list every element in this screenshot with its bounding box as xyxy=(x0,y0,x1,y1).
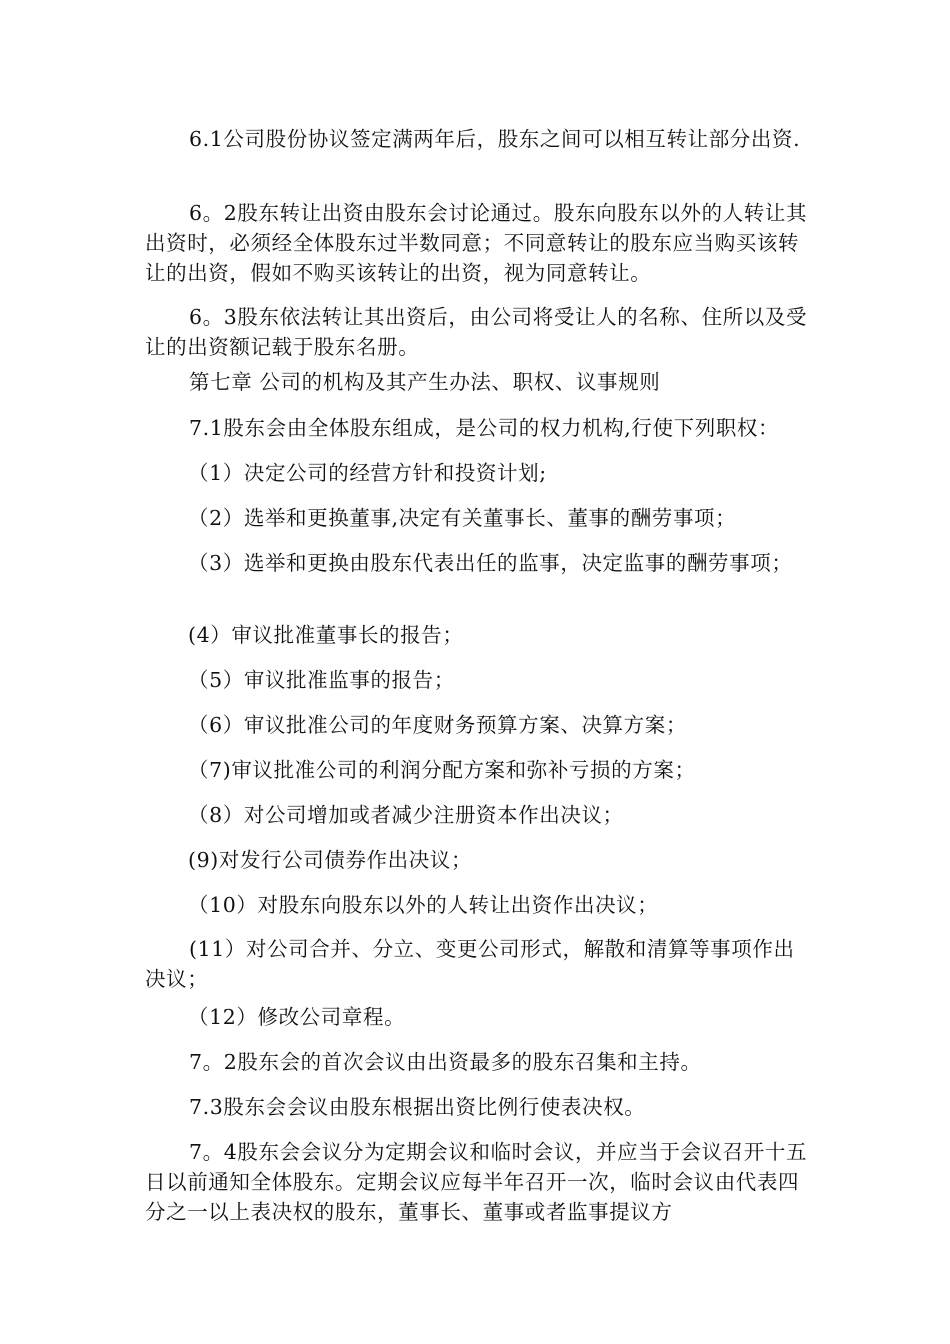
list-item-5: （5）审议批准监事的报告； xyxy=(188,668,455,692)
list-item-8: （8）对公司增加或者减少注册资本作出决议； xyxy=(188,803,624,827)
clause-6-2: 6。2股东转让出资由股东会讨论通过。股东向股东以外的人转让其出资时，必须经全体股东过半数同意；不同意转让的股东应当购买该转让的出资，假如不购买该转让的出资，视为同意转让。 xyxy=(145,201,808,285)
list-item-4: (4）审议批准董事长的报告； xyxy=(188,623,464,647)
clause-7-4: 7。4股东会会议分为定期会议和临时会议，并应当于会议召开十五日以前通知全体股东。定期会议应每半年召开一次，临时会议由代表四分之一以上表决权的股东，董事长、董事或者监事提议方 xyxy=(145,1140,808,1224)
list-item-1: （1）决定公司的经营方针和投资计划; xyxy=(188,461,547,485)
clause-7-3: 7.3股东会会议由股东根据出资比例行使表决权。 xyxy=(189,1095,646,1119)
chapter-7-heading: 第七章 公司的机构及其产生办法、职权、议事规则 xyxy=(189,370,661,394)
list-item-7: （7)审议批准公司的利润分配方案和弥补亏损的方案； xyxy=(188,758,696,782)
list-item-6: （6）审议批准公司的年度财务预算方案、决算方案； xyxy=(188,713,687,737)
clause-6-1: 6.1公司股份协议签定满两年后，股东之间可以相互转让部分出资. xyxy=(189,127,801,151)
clause-7-2: 7。2股东会的首次会议由出资最多的股东召集和主持。 xyxy=(189,1050,702,1074)
list-item-12: （12）修改公司章程。 xyxy=(188,1005,406,1029)
clause-6-3: 6。3股东依法转让其出资后，由公司将受让人的名称、住所以及受让的出资额记载于股东名册。 xyxy=(145,305,808,359)
list-item-3: （3）选举和更换由股东代表出任的监事，决定监事的酬劳事项； xyxy=(188,551,793,575)
list-item-2: （2）选举和更换董事,决定有关董事长、董事的酬劳事项； xyxy=(188,506,737,530)
list-item-11: (11）对公司合并、分立、变更公司形式，解散和清算等事项作出决议； xyxy=(145,937,795,991)
list-item-10: （10）对股东向股东以外的人转让出资作出决议； xyxy=(188,893,659,917)
list-item-9: (9)对发行公司债券作出决议； xyxy=(188,848,473,872)
clause-7-1: 7.1股东会由全体股东组成，是公司的权力机构,行使下列职权： xyxy=(189,416,780,440)
